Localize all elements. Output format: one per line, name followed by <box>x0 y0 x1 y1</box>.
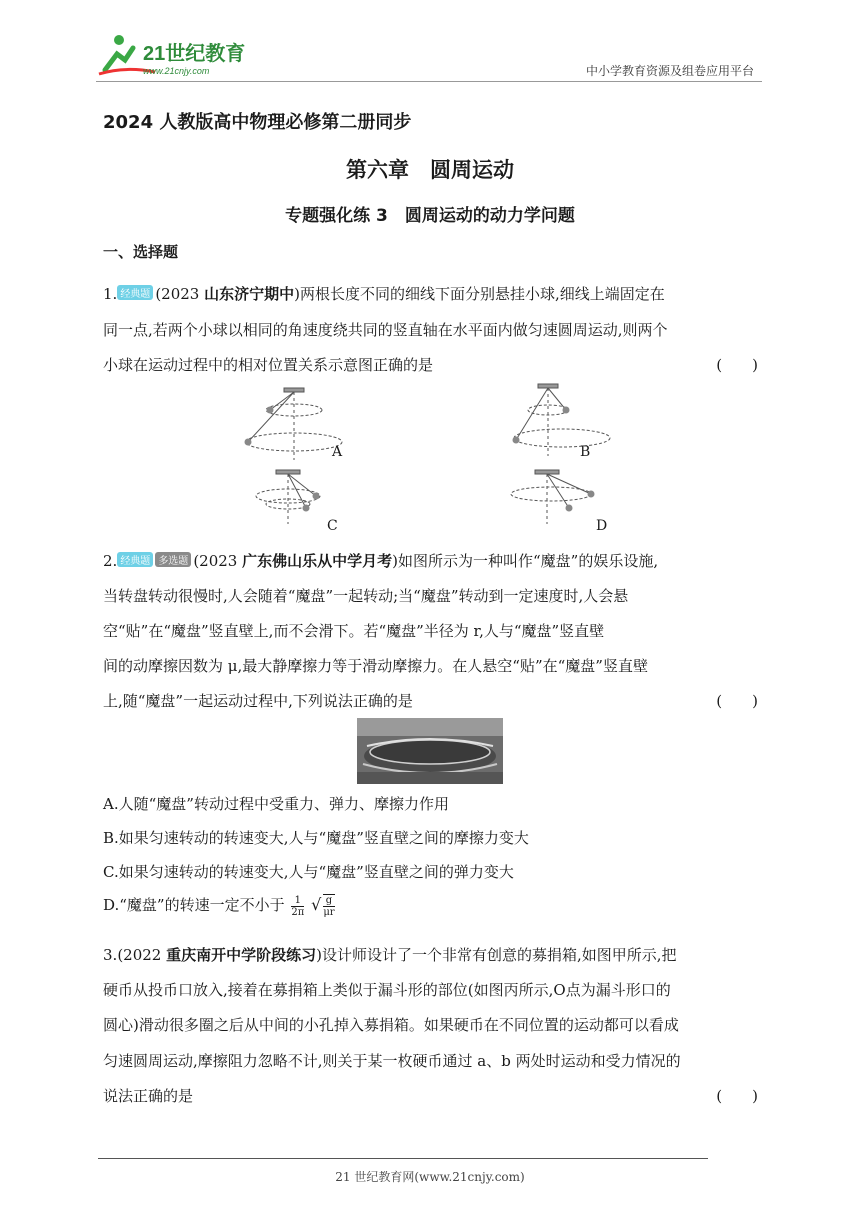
q2-line4: 间的动摩擦因数为 μ,最大静摩擦力等于滑动摩擦力。在人悬空“贴”在“魔盘”竖直壁 <box>103 657 648 675</box>
q1-source: 山东济宁期中 <box>204 285 295 303</box>
q2-option-c: C.如果匀速转动的转速变大,人与“魔盘”竖直壁之间的弹力变大 <box>103 863 514 881</box>
q3-line5: 说法正确的是 <box>103 1087 194 1105</box>
q1-figure-b-label: B <box>580 444 591 460</box>
q3-line2: 硬币从投币口放入,接着在募捐箱上类似于漏斗形的部位(如图丙所示,O点为漏斗形口的 <box>103 981 671 999</box>
q1-answer-blank: ( ) <box>716 356 758 374</box>
q1-figure-a-label: A <box>332 444 343 460</box>
q2-option-a: A.人随“魔盘”转动过程中受重力、弹力、摩擦力作用 <box>103 795 449 813</box>
classic-question-badge: 经典题 <box>117 552 153 567</box>
q1-line3: 小球在运动过程中的相对位置关系示意图正确的是 <box>103 356 434 374</box>
logo-url: www.21cnjy.com <box>143 66 210 76</box>
q2-option-d: D.“魔盘”的转速一定不小于 $\frac{1}{2\pi}$ √ $\frac{g}{\mu r}$ <box>103 894 335 918</box>
magic-disc-photo <box>357 718 503 784</box>
fraction-g-over-mu-r: $\frac{g}{\mu r}$ <box>323 895 335 918</box>
fraction-one-over-two-pi: $\frac{1}{2\pi}$ <box>291 894 305 918</box>
logo-text: 21世纪教育 <box>143 43 246 65</box>
q2-source: 广东佛山乐从中学月考 <box>242 552 393 570</box>
q1-figure-c <box>246 466 366 526</box>
q2-line5: 上,随“魔盘”一起运动过程中,下列说法正确的是 <box>103 692 413 710</box>
footer-text: 21 世纪教育网(www.21cnjy.com) <box>335 1170 525 1184</box>
q3-line4: 匀速圆周运动,摩擦阻力忽略不计,则关于某一枚硬币通过 a、b 两处时运动和受力情况的 <box>103 1052 681 1070</box>
document-title: 2024 人教版高中物理必修第二册同步 <box>103 112 412 133</box>
section-heading: 一、选择题 <box>103 243 179 261</box>
q2-answer-blank: ( ) <box>716 692 758 710</box>
q1-figure-d-label: D <box>596 518 608 534</box>
q1-line2: 同一点,若两个小球以相同的角速度绕共同的竖直轴在水平面内做匀速圆周运动,则两个 <box>103 321 668 339</box>
q2-line3: 空“贴”在“魔盘”竖直壁上,而不会滑下。若“魔盘”半径为 r,人与“魔盘”竖直壁 <box>103 622 605 640</box>
header-divider <box>96 81 762 82</box>
q2-line2: 当转盘转动很慢时,人会随着“魔盘”一起转动;当“魔盘”转动到一定速度时,人会悬 <box>103 587 629 605</box>
q3-source: 重庆南开中学阶段练习 <box>166 946 317 964</box>
q1-line1: 1. 经典题 (2023 山东济宁期中)两根长度不同的细线下面分别悬挂小球,细线上端固定在 <box>103 285 665 303</box>
footer-divider <box>98 1158 708 1159</box>
q1-figure-d <box>505 466 625 526</box>
classic-question-badge: 经典题 <box>117 285 153 300</box>
q2-option-b: B.如果匀速转动的转速变大,人与“魔盘”竖直壁之间的摩擦力变大 <box>103 829 529 847</box>
multi-choice-badge: 多选题 <box>155 552 191 567</box>
site-logo <box>95 30 265 80</box>
section-subtitle: 专题强化练 3 圆周运动的动力学问题 <box>285 206 575 226</box>
q1-figure-b <box>500 380 620 460</box>
q2-line1: 2. 经典题 多选题 (2023 广东佛山乐从中学月考)如图所示为一种叫作“魔盘”的娱乐设施, <box>103 552 659 570</box>
q3-answer-blank: ( ) <box>716 1087 758 1105</box>
header-platform-text: 中小学教育资源及组卷应用平台 <box>585 64 754 78</box>
chapter-title: 第六章 圆周运动 <box>346 158 514 182</box>
q1-figure-c-label: C <box>327 518 338 534</box>
q3-line3: 圆心)滑动很多圈之后从中间的小孔掉入募捐箱。如果硬币在不同位置的运动都可以看成 <box>103 1016 679 1034</box>
q3-line1: 3.(2022 重庆南开中学阶段练习)设计师设计了一个非常有创意的募捐箱,如图甲所示,把 <box>103 946 677 964</box>
